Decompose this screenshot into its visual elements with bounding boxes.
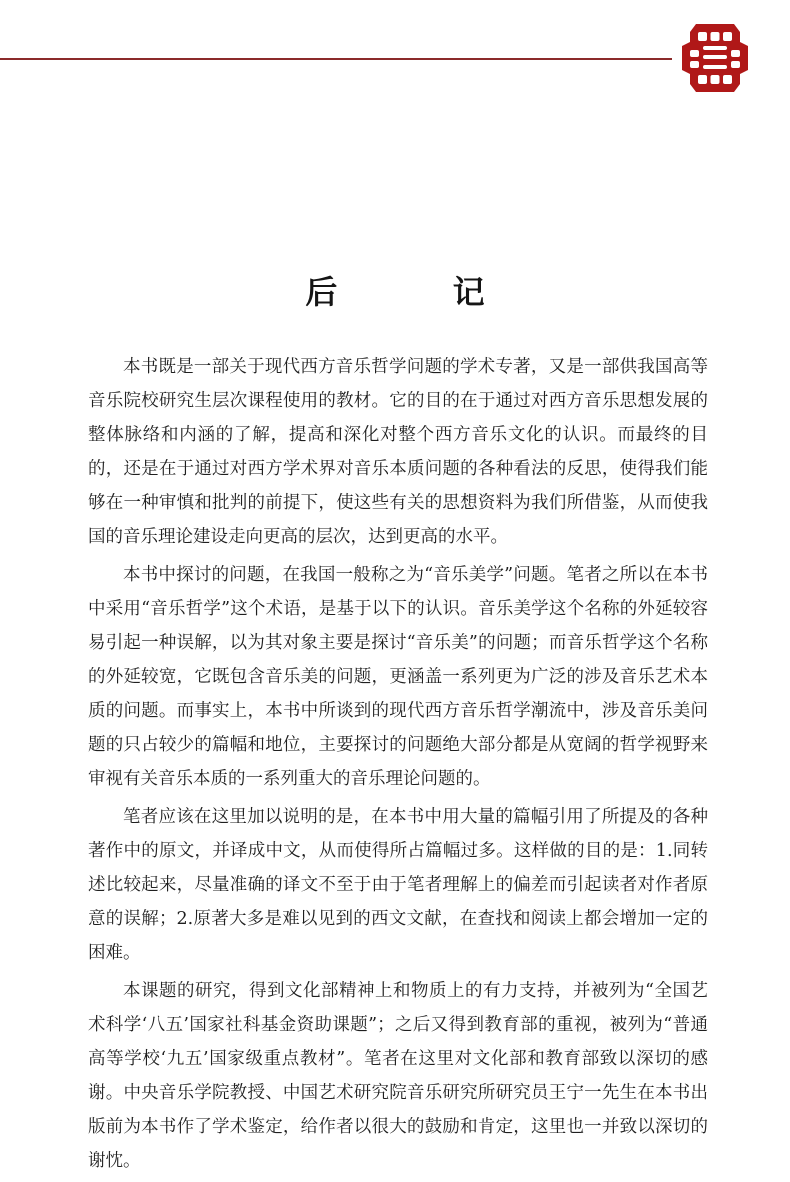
header-rule (0, 58, 672, 60)
page-title: 后 记 (305, 273, 537, 311)
paragraph-1: 本书既是一部关于现代西方音乐哲学问题的学术专著，又是一部供我国高等音乐院校研究生层次课程使用的教材。它的目的在于通过对西方音乐思想发展的整体脉络和内涵的了解，提高和深化对整个西方音乐文化的认识。而最终的目的，还是在于通过对西方学术界对音乐本质问题的各种看法的反思，使得我们能够在一种审慎和批判的前提下，使这些有关的思想资料为我们所借鉴，从而使我国的音乐理论建设走向更高的层次，达到更高的水平。 (88, 357, 708, 547)
body-text (88, 350, 708, 1182)
paragraph-4: 本课题的研究，得到文化部精神上和物质上的有力支持，并被列为“全国艺术科学‘八五’国家社科基金资助课题”；之后又得到教育部的重视，被列为“普通高等学校‘九五’国家级重点教材”。笔者在这里对文化部和教育部致以深切的感谢。中央音乐学院教授、中国艺术研究院音乐研究所研究员王宁一先生在本书出版前为本书作了学术鉴定，给作者以很大的鼓励和肯定，这里也一并致以深切的谢忱。 (88, 981, 708, 1171)
paragraph-2: 本书中探讨的问题，在我国一般称之为“音乐美学”问题。笔者之所以在本书中采用“音乐哲学”这个术语，是基于以下的认识。音乐美学这个名称的外延较容易引起一种误解，以为其对象主要是探讨“音乐美”的问题；而音乐哲学这个名称的外延较宽，它既包含音乐美的问题，更涵盖一系列更为广泛的涉及音乐艺术本质的问题。而事实上，本书中所谈到的现代西方音乐哲学潮流中，涉及音乐美问题的只占较少的篇幅和地位，主要探讨的问题绝大部分都是从宽阔的哲学视野来审视有关音乐本质的一系列重大的音乐理论问题的。 (88, 565, 708, 789)
paragraph-3: 笔者应该在这里加以说明的是，在本书中用大量的篇幅引用了所提及的各种著作中的原文，并译成中文，从而使得所占篇幅过多。这样做的目的是：1.同转述比较起来，尽量准确的译文不至于由于笔者理解上的偏差而引起读者对作者原意的误解；2.原著大多是难以见到的西文文献，在查找和阅读上都会增加一定的困难。 (88, 807, 708, 963)
lattice-emblem-icon (676, 20, 754, 96)
